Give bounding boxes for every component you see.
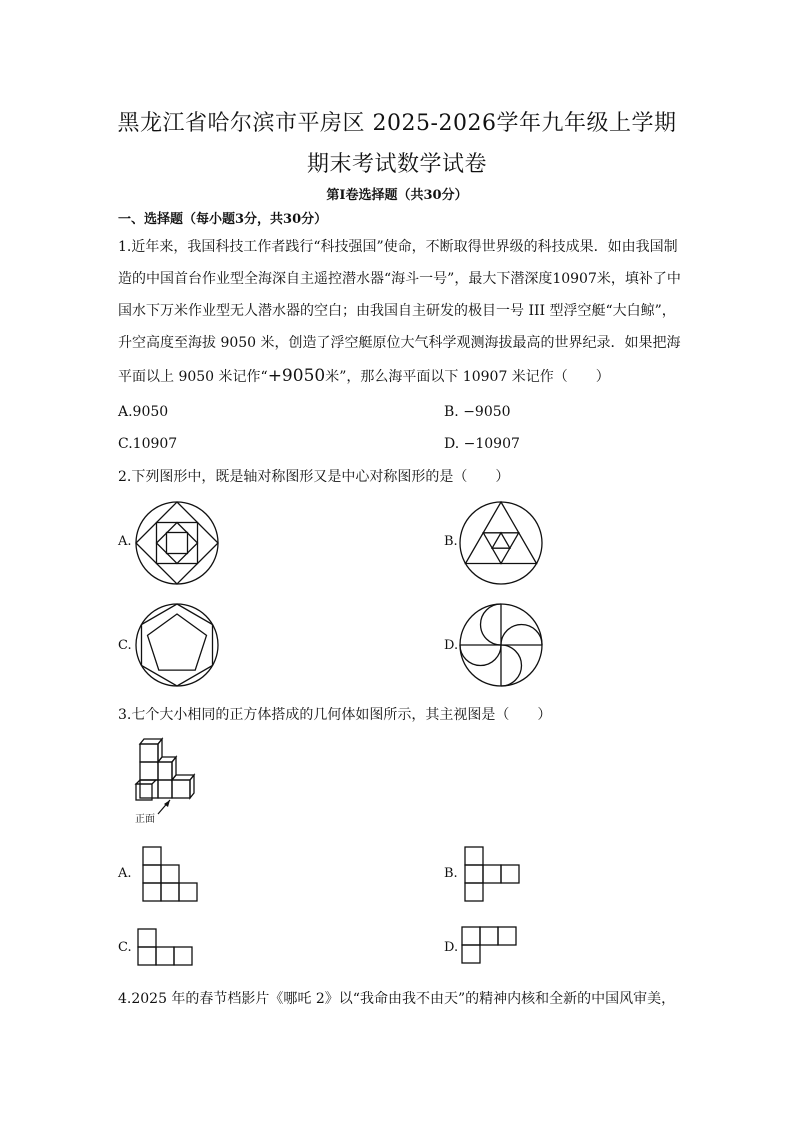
page-title-line2: 期末考试数学试卷 [306, 152, 487, 177]
q2-option-c-label[interactable]: C. [118, 638, 132, 653]
q2-option-b-label[interactable]: B. [444, 534, 458, 549]
q1-line-5-suffix: 米”，那么海平面以下 10907 米记作（ ） [325, 369, 610, 385]
q3-text: 3.七个大小相同的正方体搭成的几何体如图所示，其主视图是（ ） [118, 707, 552, 723]
q1-option-c[interactable]: C.10907 [118, 436, 178, 452]
q3-option-b-label[interactable]: B. [444, 866, 458, 881]
q3-option-a-figure[interactable] [142, 846, 198, 902]
q2-option-a-figure[interactable] [134, 500, 220, 586]
section-heading: 一、选择题（每小题3分，共30分） [118, 212, 328, 227]
q1-line-1: 1.近年来，我国科技工作者践行“科技强国”使命，不断取得世界级的科技成果．如由我国制 [118, 239, 678, 255]
q2-option-b-figure[interactable] [458, 500, 544, 586]
q1-option-b[interactable]: B. −9050 [444, 404, 511, 420]
q1-line-3: 国水下万米作业型无人潜水器的空白；由我国自主研发的极目一号 III 型浮空艇“大白鲸”， [118, 303, 676, 319]
q1-line-5 [118, 366, 688, 386]
q3-option-d-figure[interactable] [461, 926, 517, 964]
q1-option-d[interactable]: D. −10907 [444, 436, 520, 452]
q1-value: +9050 [267, 366, 326, 386]
q3-option-c-figure[interactable] [137, 928, 193, 966]
q3-option-d-label[interactable]: D. [444, 940, 459, 955]
q2-text: 2.下列图形中，既是轴对称图形又是中心对称图形的是（ ） [118, 469, 510, 485]
q3-option-b-figure[interactable] [464, 846, 520, 902]
q1-line-2: 造的中国首台作业型全海深自主遥控潜水器“海斗一号”，最大下潜深度10907米，填补了中 [118, 271, 681, 287]
q1-line-4: 升空高度至海拔 9050 米，创造了浮空艇原位大气科学观测海拔最高的世界纪录．如果把海 [118, 335, 681, 351]
q2-option-d-figure[interactable] [458, 602, 544, 688]
q1-option-a[interactable]: A.9050 [118, 404, 169, 420]
q2-option-d-label[interactable]: D. [444, 638, 459, 653]
q3-option-c-label[interactable]: C. [118, 940, 132, 955]
front-view-label: 正面 [135, 814, 155, 825]
q2-option-c-figure[interactable] [134, 602, 220, 688]
q4-text: 4.2025 年的春节档影片《哪吒 2》以“我命由我不由天”的精神内核和全新的中国风审美， [118, 991, 676, 1007]
volume-heading: 第Ⅰ卷选择题（共30分） [326, 188, 468, 203]
q3-option-a-label[interactable]: A. [118, 866, 132, 881]
q2-option-a-label[interactable]: A. [118, 534, 132, 549]
page-title: 黑龙江省哈尔滨市平房区 2025-2026学年九年级上学期 [117, 111, 677, 136]
q1-line-5-prefix: 平面以上 9050 米记作“ [118, 369, 268, 385]
